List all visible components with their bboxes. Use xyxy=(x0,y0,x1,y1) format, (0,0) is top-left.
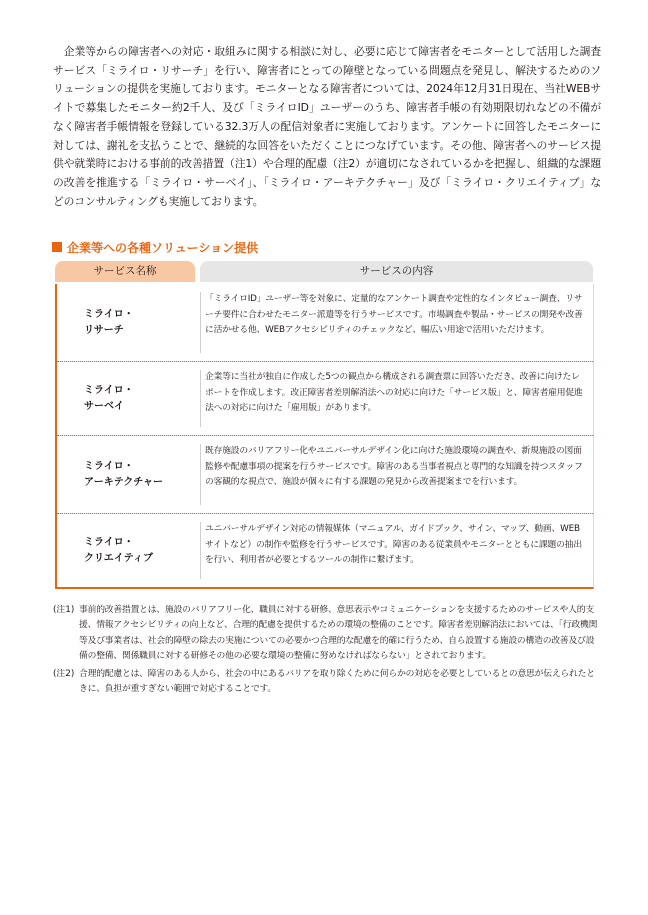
table-row xyxy=(57,514,593,587)
service-description: ユニバーサルデザイン対応の情報媒体（マニュアル、ガイドブック、サイン、マップ、動画、WEBサイトなど）の制作や監修を行うサービスです。障害のある従業員やモニターとともに課題の抽出を行い、利用者が必要とするツールの制作に繋げます。 xyxy=(200,522,593,579)
footnote xyxy=(53,667,601,698)
table-header-service-content: サービスの内容 xyxy=(200,261,593,282)
solutions-table xyxy=(55,284,594,589)
orange-square-icon xyxy=(52,242,62,252)
footnote-text: 合理的配慮とは、障害のある人から、社会の中にあるバリアを取り除くために何らかの対応を必要としているとの意思が伝えられたときに、負担が重すぎない範囲で対応することです。 xyxy=(79,668,595,695)
intro-paragraph: 企業等からの障害者への対応・取組みに関する相談に対し、必要に応じて障害者をモニターとして活用した調査サービス「ミライロ・リサーチ」を行い、障害者にとっての障壁となっている問題点を発見し、解決するためのソリューションの提供を実施しております。モニターとなる障害者については、2024年12月31日現在、当社WEBサイトで募集したモニター約2千人、及び「ミライロID」ユーザーのうち、障害者手帳の有効期限切れなどの不備がなく障害者手帳情報を登録している32.3万人の配信対象者に実施しております。アンケートに回答したモニターに対しては、謝礼を支払うことで、継続的な回答をいただくことにつなげています。その他、障害者へのサービス提供や就業時における事前的改善措置（注1）や合理的配慮（注2）が適切になされているかを把握し、組織的な課題の改善を推進する「ミライロ・サーベイ」、「ミライロ・アーキテクチャー」及び「ミライロ・クリエイティブ」などのコンサルティングも実施しております。 xyxy=(53,45,601,208)
service-name: ミライロ・ クリエイティブ xyxy=(84,537,153,564)
section-title-text: 企業等への各種ソリューション提供 xyxy=(67,240,259,255)
footnote-label: (注2) xyxy=(53,668,75,679)
table-row xyxy=(57,436,593,513)
footnotes xyxy=(53,603,601,699)
service-name: ミライロ・ アーキテクチャー xyxy=(84,461,163,488)
table-header-service-name: サービス名称 xyxy=(55,261,195,282)
service-name: ミライロ・ リサーチ xyxy=(84,309,134,336)
table-row xyxy=(57,362,593,435)
section-heading xyxy=(52,239,258,255)
footnote xyxy=(53,603,601,665)
service-description: 企業等に当社が独自に作成した5つの観点から構成される調査票に回答いただき、改善に向けたレポートを作成します。改正障害者差別解消法への対応に向けた「サービス版」と、障害者雇用促進法への対応に向けた「雇用版」があります。 xyxy=(200,370,593,427)
table-row xyxy=(57,284,593,361)
service-description: 「ミライロID」ユーザー等を対象に、定量的なアンケート調査や定性的なインタビュー調査、リサーチ要件に合わせたモニター派遣等を行うサービスです。市場調査や製品・サービスの開発や改善に活かせる他、WEBアクセシビリティのチェックなど、幅広い用途で活用いただけます。 xyxy=(200,292,593,353)
service-name: ミライロ・ サーベイ xyxy=(84,385,134,412)
service-description: 既存施設のバリアフリー化やユニバーサルデザイン化に向けた施設環境の調査や、新規施設の図面監修や配慮事項の提案を行うサービスです。障害のある当事者視点と専門的な知識を持つスタッフの客観的な視点で、施設が個々に有する課題の発見から改善提案までを行います。 xyxy=(200,444,593,505)
footnote-text: 事前的改善措置とは、施設のバリアフリー化、職員に対する研修、意思表示やコミュニケーションを支援するためのサービスや人的支援、情報アクセシビリティの向上など、合理的配慮を提供するための環境の整備のことです。障害者差別解消法においては、「行政機関等及び事業者は、社会的障壁の除去の実施についての必要かつ合理的な配慮を的確に行うため、自ら設置する施設の構造の改善及び設備の整備、関係職員に対する研修その他の必要な環境の整備に努めなければならない」とされております。 xyxy=(79,605,598,662)
footnote-label: (注1) xyxy=(53,605,75,615)
